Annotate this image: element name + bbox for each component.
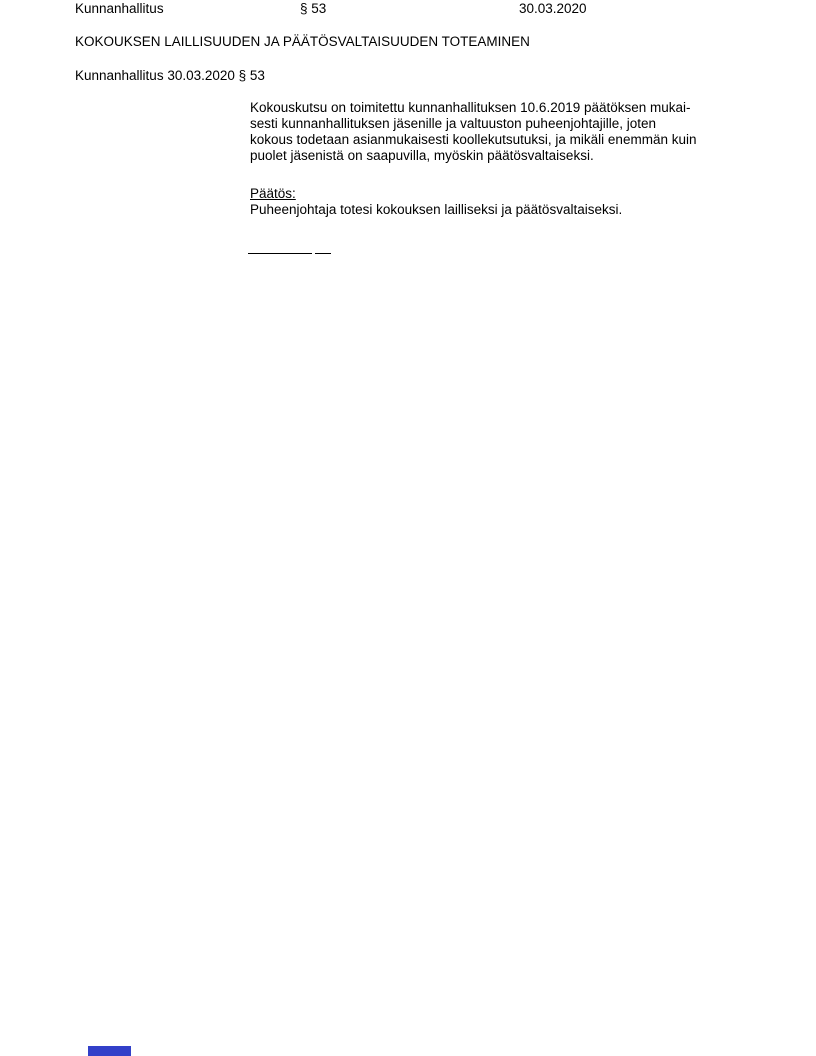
page-corner-marker [88, 1046, 131, 1056]
signature-line [248, 253, 331, 254]
decision-label: Päätös: [250, 186, 296, 201]
subheading: Kunnanhallitus 30.03.2020 § 53 [75, 68, 265, 83]
body-text-block [250, 100, 760, 218]
header-date: 30.03.2020 [519, 1, 587, 16]
header-organization: Kunnanhallitus [75, 1, 164, 16]
paragraph-line: Kokouskutsu on toimitettu kunnanhallituksen 10.6.2019 päätöksen mukai- [250, 100, 691, 115]
signature-line-segment [315, 253, 331, 254]
header-section-reference: § 53 [300, 1, 327, 16]
paragraph-line: sesti kunnanhallituksen jäsenille ja valtuuston puheenjohtajille, joten [250, 116, 657, 131]
paragraph-line: kokous todetaan asianmukaisesti koollekutsutuksi, ja mikäli enemmän kuin [250, 132, 697, 147]
page-title: KOKOUKSEN LAILLISUUDEN JA PÄÄTÖSVALTAISUUDEN TOTEAMINEN [75, 34, 530, 49]
signature-line-segment [248, 253, 312, 254]
paragraph-line: puolet jäsenistä on saapuvilla, myöskin päätösvaltaiseksi. [250, 148, 594, 163]
decision-text: Puheenjohtaja totesi kokouksen lailliseksi ja päätösvaltaiseksi. [250, 202, 623, 217]
